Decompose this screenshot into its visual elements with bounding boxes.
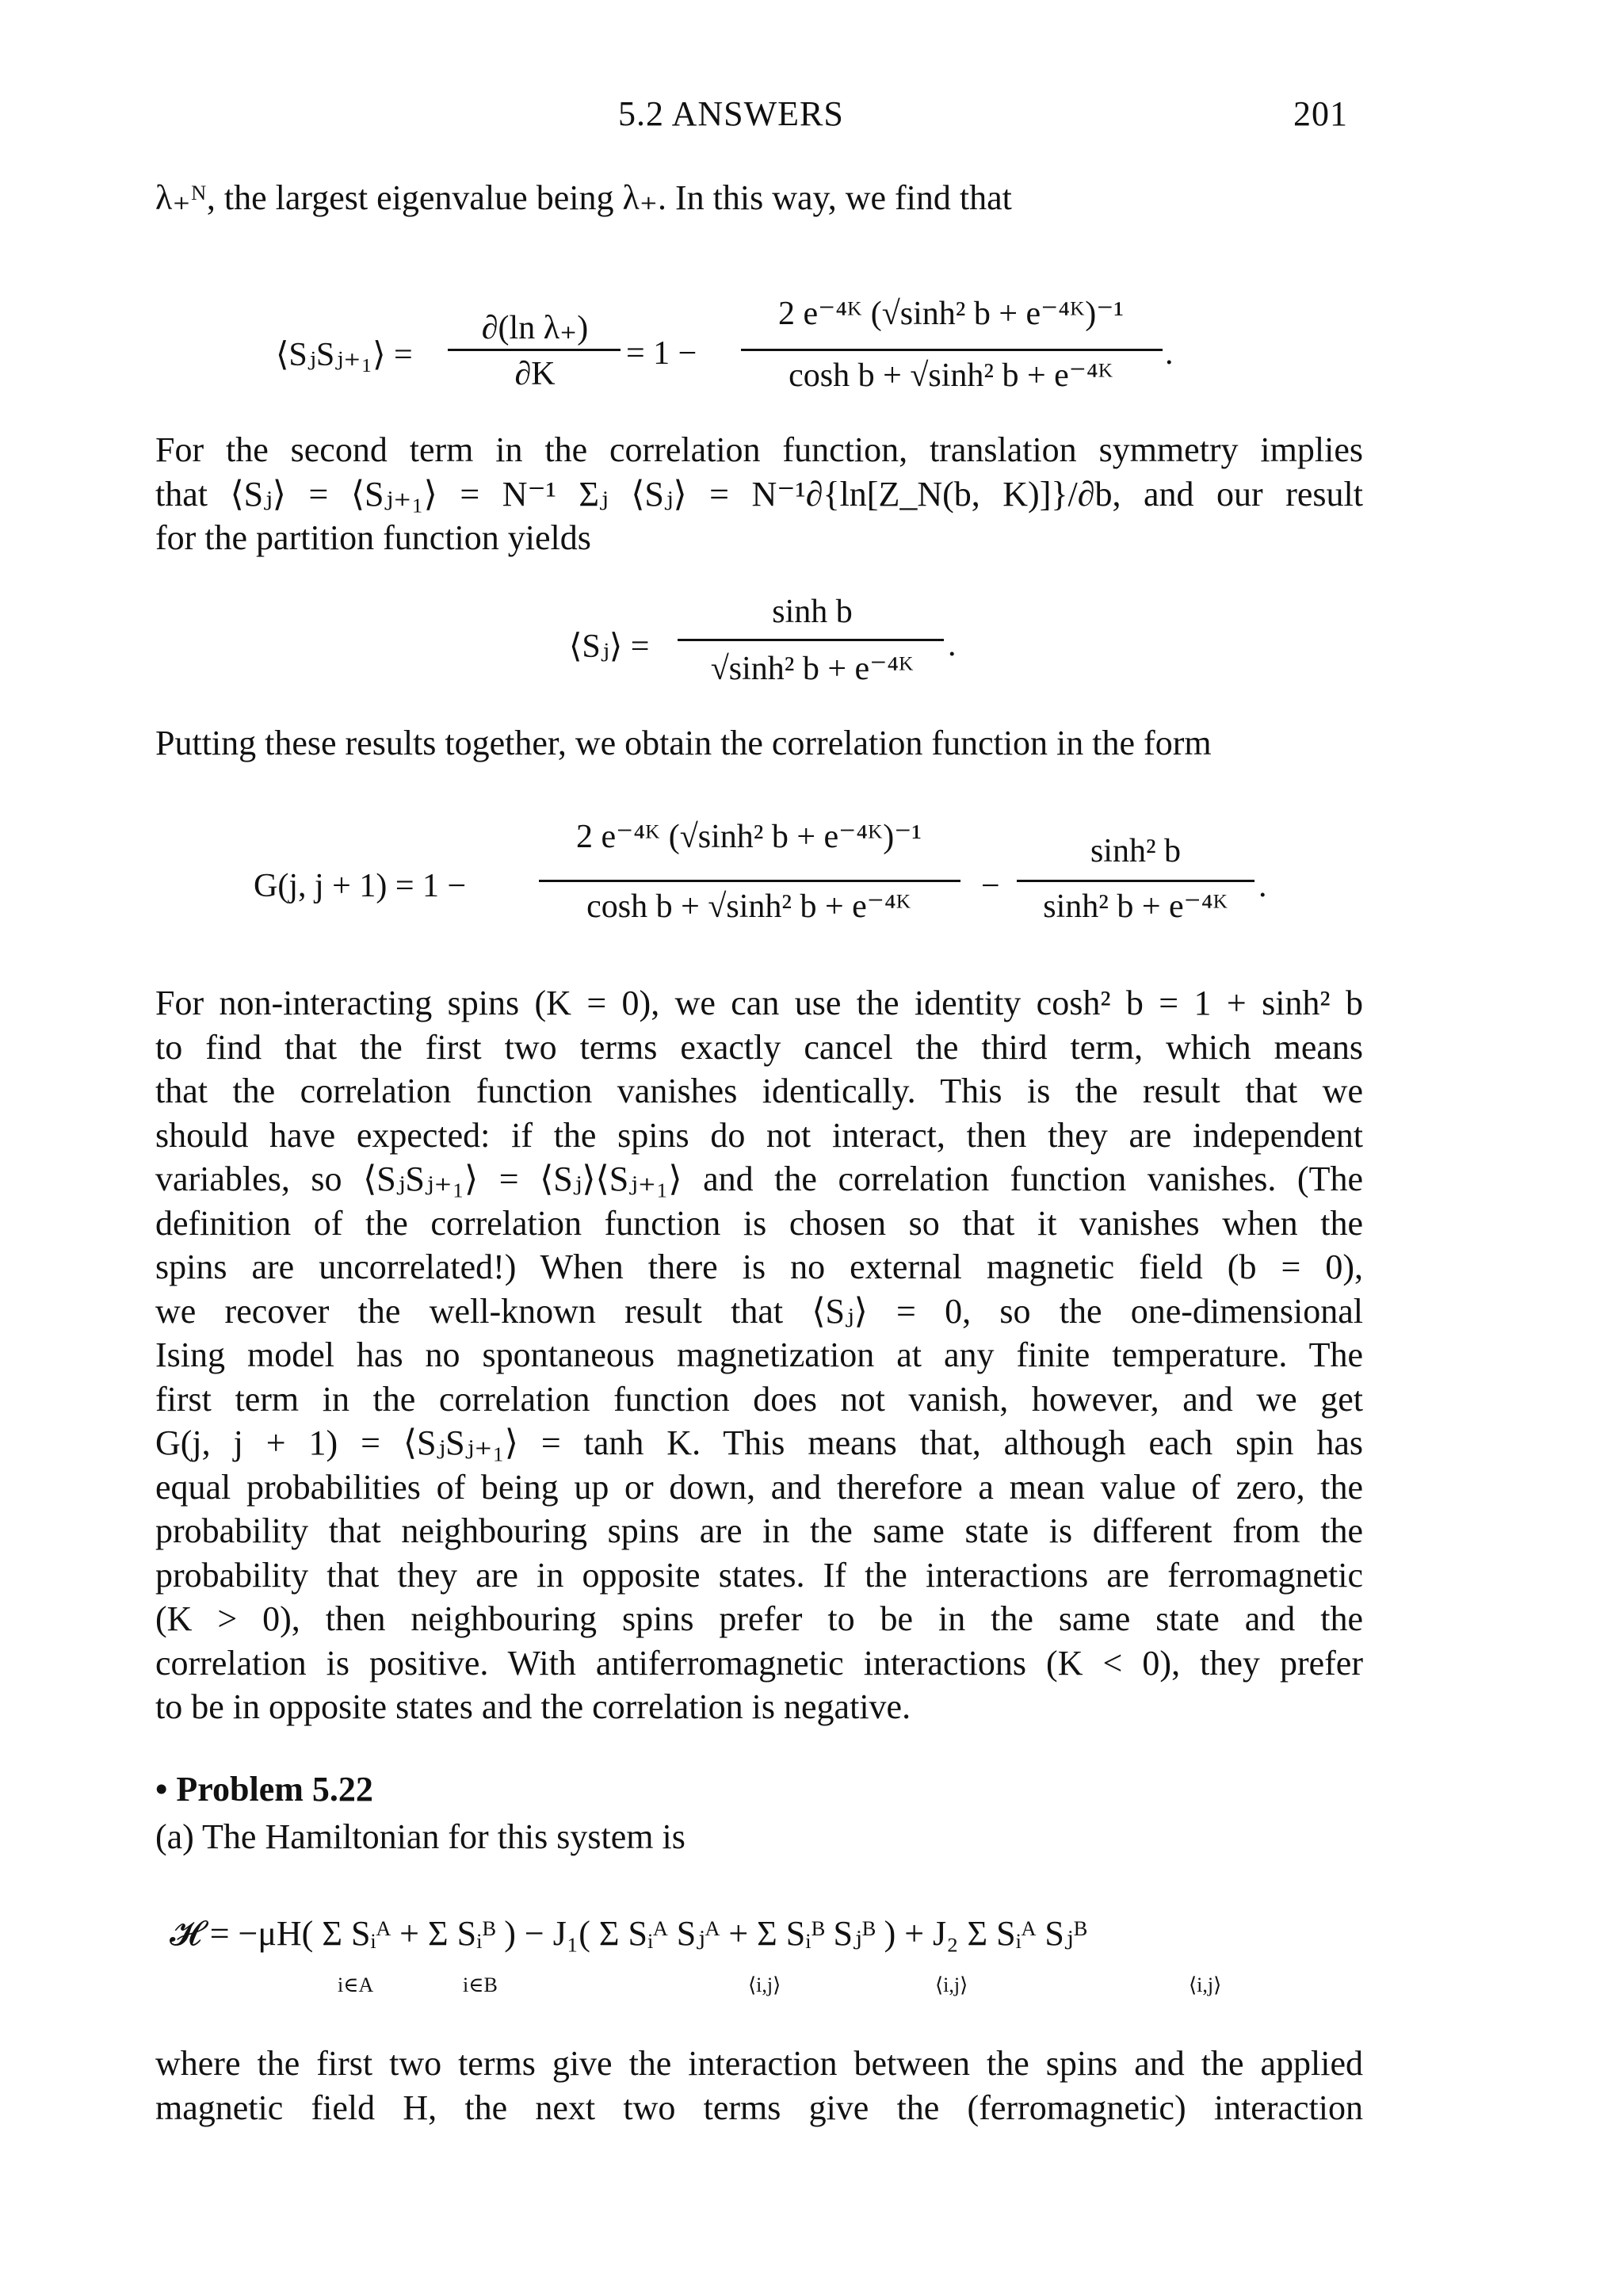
para1-line: For the second term in the correlation function, translation symmetry implies — [155, 430, 1363, 469]
para3-line: to find that the first two terms exactly cancel the third term, which means — [155, 1027, 1363, 1067]
bullet: • — [155, 1770, 168, 1809]
problem-title: Problem 5.22 — [176, 1770, 373, 1809]
paragraph-2: Putting these results together, we obtain the correlation function in the form — [155, 724, 1212, 762]
eq1-end: . — [1165, 335, 1174, 372]
paragraph-4 — [155, 2042, 1363, 2130]
para3-line: equal probabilities of being up or down, and therefore a mean value of zero, the — [155, 1467, 1363, 1507]
problem-intro: (a) The Hamiltonian for this system is — [155, 1817, 685, 1856]
eq4-lim-iA: i∈A — [338, 1973, 374, 1996]
eq4-lim-ij-3: ⟨i,j⟩ — [1189, 1973, 1222, 1996]
eq3-end: . — [1258, 868, 1267, 904]
eq1-lhs: ⟨SⱼSⱼ₊₁⟩ = — [276, 337, 413, 373]
eq3-frac2-den: sinh² b + e⁻⁴ᴷ — [1043, 888, 1228, 925]
page-number: 201 — [1293, 94, 1348, 133]
para3-line: spins are uncorrelated!) When there is no external magnetic field (b = 0), — [155, 1247, 1363, 1286]
para3-line: Ising model has no spontaneous magnetization at any finite temperature. The — [155, 1335, 1363, 1374]
para3-line: first term in the correlation function does not vanish, however, and we get — [155, 1379, 1363, 1419]
eq1-frac1-den: ∂K — [514, 356, 556, 392]
para3-line: G(j, j + 1) = ⟨SⱼSⱼ₊₁⟩ = tanh K. This means that, although each spin has — [155, 1423, 1363, 1462]
eq3-lhs: G(j, j + 1) = 1 − — [254, 868, 467, 904]
para1-line: that ⟨Sⱼ⟩ = ⟨Sⱼ₊₁⟩ = N⁻¹ Σⱼ ⟨Sⱼ⟩ = N⁻¹∂{ln[Z_N(b, K)]}/∂b, and our result — [155, 474, 1363, 514]
para3-line: variables, so ⟨SⱼSⱼ₊₁⟩ = ⟨Sⱼ⟩⟨Sⱼ₊₁⟩ and the correlation function vanishes. (The — [155, 1159, 1363, 1198]
eq4-lim-ij-1: ⟨i,j⟩ — [748, 1973, 781, 1996]
para4-line: magnetic field H, the next two terms give the (ferromagnetic) interaction — [155, 2088, 1363, 2127]
eq4-lim-ij-2: ⟨i,j⟩ — [935, 1973, 968, 1996]
eq3-frac2-num: sinh² b — [1090, 833, 1182, 869]
eq4-lim-iB: i∈B — [463, 1973, 498, 1996]
eq2-lhs: ⟨Sⱼ⟩ = — [569, 628, 650, 665]
para1-line: for the partition function yields — [155, 518, 591, 557]
para3-line: definition of the correlation function is chosen so that it vanishes when the — [155, 1203, 1363, 1243]
para3-line: probability that neighbouring spins are in the same state is different from the — [155, 1511, 1363, 1550]
para3-line: probability that they are in opposite states. If the interactions are ferromagnetic — [155, 1555, 1363, 1595]
para3-line: we recover the well-known result that ⟨Sⱼ⟩ = 0, so the one-dimensional — [155, 1291, 1363, 1331]
eq2-den: √sinh² b + e⁻⁴ᴷ — [710, 651, 915, 687]
para4-line: where the first two terms give the interaction between the spins and the applied — [155, 2044, 1363, 2083]
eq3-frac1-den: cosh b + √sinh² b + e⁻⁴ᴷ — [586, 888, 911, 925]
eq1-frac2-num: 2 e⁻⁴ᴷ (√sinh² b + e⁻⁴ᴷ)⁻¹ — [778, 296, 1124, 332]
eq3-minus: − — [981, 868, 1000, 904]
eq4-text: 𝓗 = −μH( Σ Sᵢᴬ + Σ Sᵢᴮ ) − J₁( Σ Sᵢᴬ Sⱼᴬ + Σ Sᵢᴮ Sⱼᴮ ) + J₂ Σ Sᵢᴬ Sⱼᴮ — [170, 1914, 1087, 1953]
para3-line: correlation is positive. With antiferromagnetic interactions (K < 0), they prefer — [155, 1643, 1363, 1683]
eq2-end: . — [948, 627, 957, 663]
para3-line: For non-interacting spins (K = 0), we can use the identity cosh² b = 1 + sinh² b — [155, 984, 1363, 1022]
para3-line: to be in opposite states and the correlation is negative. — [155, 1687, 911, 1726]
eq1-frac2-den: cosh b + √sinh² b + e⁻⁴ᴷ — [789, 357, 1113, 394]
eq1-frac1-num: ∂(ln λ₊) — [481, 310, 589, 346]
para3-line: should have expected: if the spins do not interact, then they are independent — [155, 1115, 1363, 1155]
para3-line: that the correlation function vanishes identically. This is the result that we — [155, 1072, 1363, 1110]
text-line-intro: λ₊ᴺ, the largest eigenvalue being λ₊. In this way, we find that — [155, 178, 1012, 217]
eq2-num: sinh b — [772, 594, 853, 630]
eq1-mid: = 1 − — [626, 335, 697, 372]
para3-line: (K > 0), then neighbouring spins prefer to be in the same state and the — [155, 1599, 1363, 1638]
eq3-frac1-num: 2 e⁻⁴ᴷ (√sinh² b + e⁻⁴ᴷ)⁻¹ — [576, 819, 922, 855]
running-header: 5.2 ANSWERS — [618, 94, 844, 133]
